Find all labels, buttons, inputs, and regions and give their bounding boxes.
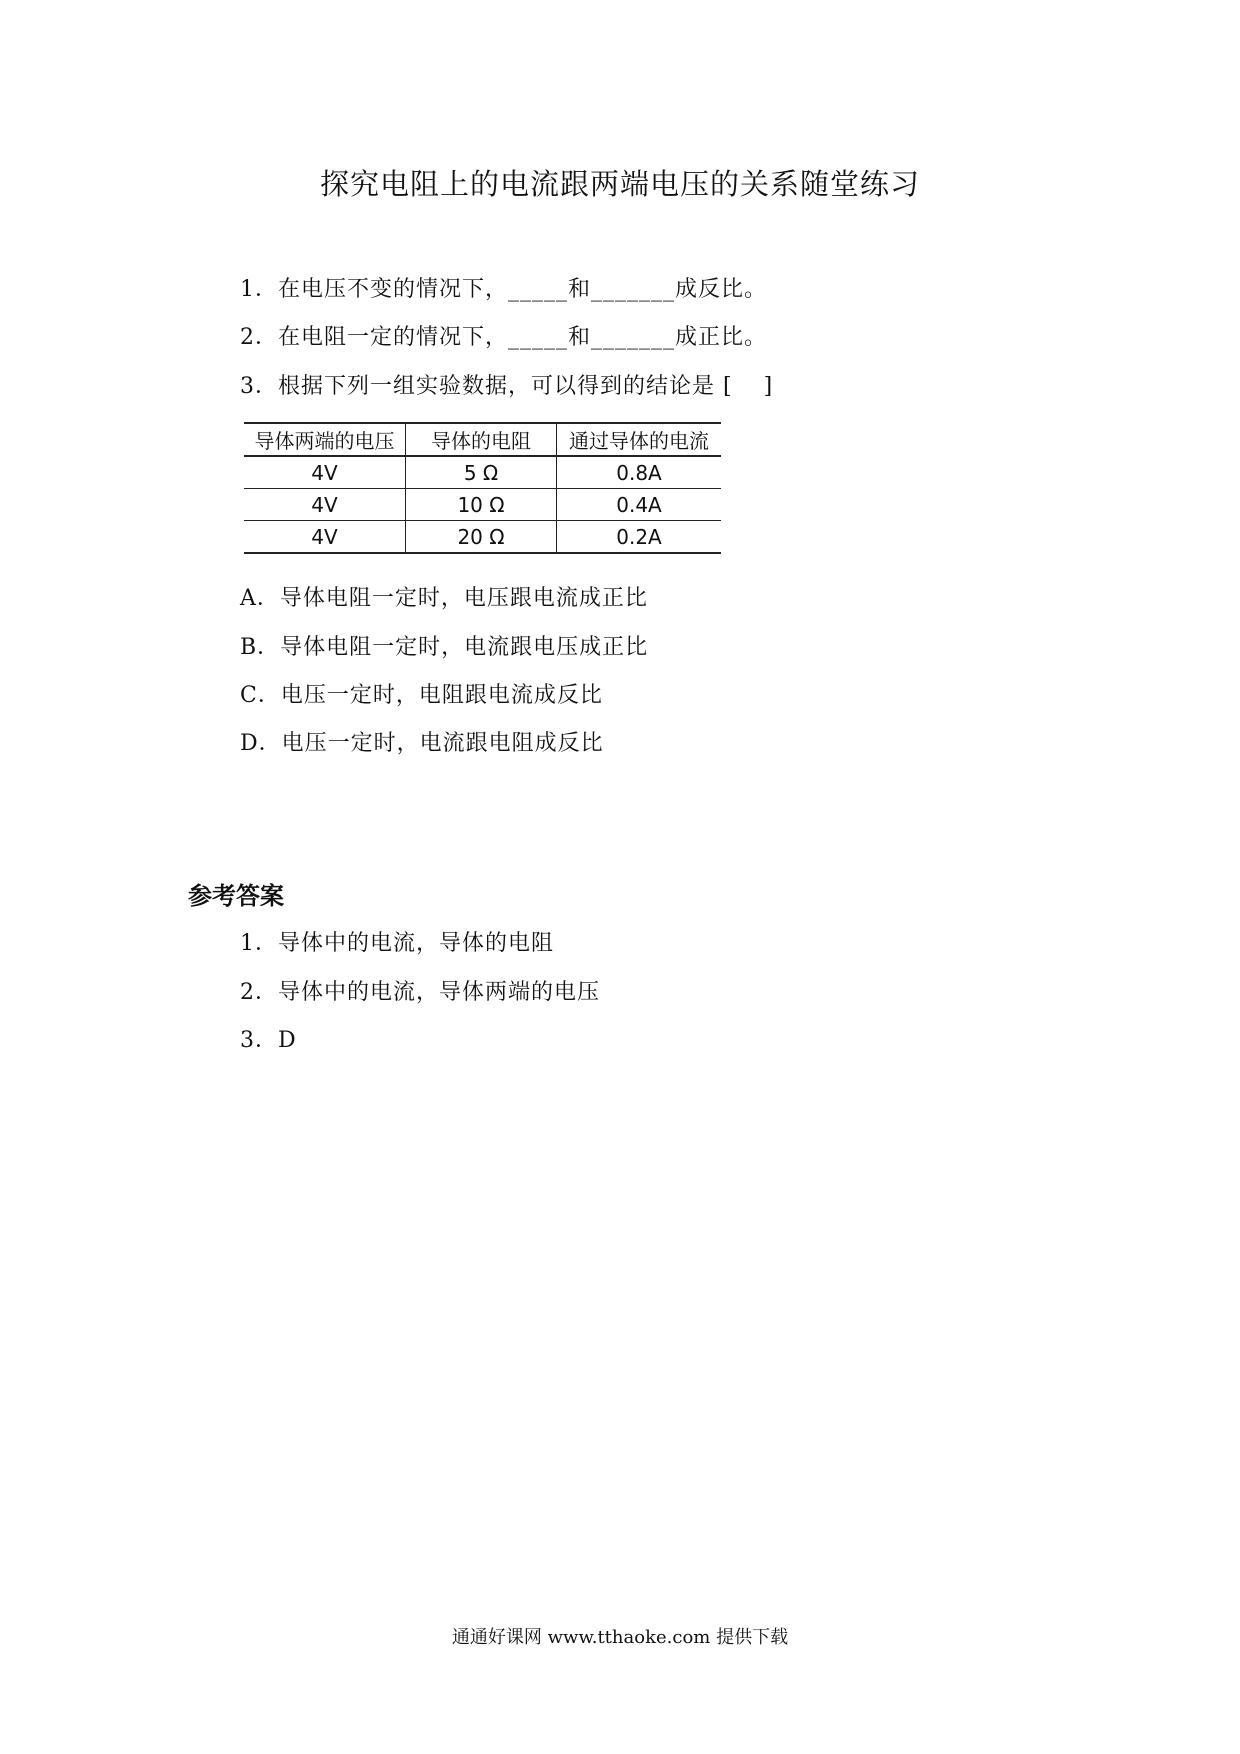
question-text: 在电压不变的情况下，_____和_______成反比。 xyxy=(278,277,768,302)
answer-number: 1． xyxy=(240,931,278,956)
question-1 xyxy=(240,272,767,303)
question-number: 2． xyxy=(240,325,278,350)
answer-text: 导体中的电流，导体的电阻 xyxy=(278,931,555,956)
answer-text: D xyxy=(278,1028,297,1053)
header-current: 通过导体的电流 xyxy=(557,423,722,456)
cell-resistance: 20 Ω xyxy=(406,521,557,554)
question-text: 在电阻一定的情况下，_____和_______成正比。 xyxy=(278,325,768,350)
table-row xyxy=(244,489,721,521)
answer-1 xyxy=(240,926,554,957)
question-2 xyxy=(240,320,767,351)
question-text: 根据下列一组实验数据，可以得到的结论是 [ ] xyxy=(278,374,774,399)
cell-resistance: 5 Ω xyxy=(406,456,557,489)
page-title: 探究电阻上的电流跟两端电压的关系随堂练习 xyxy=(319,167,920,201)
header-resistance: 导体的电阻 xyxy=(406,423,557,456)
option-b: B．导体电阻一定时，电流跟电压成正比 xyxy=(240,635,649,660)
answer-number: 3． xyxy=(240,1028,278,1053)
option-c: C．电压一定时，电阻跟电流成反比 xyxy=(240,683,603,708)
table-row xyxy=(244,521,721,554)
table-row xyxy=(244,456,721,489)
cell-current: 0.4A xyxy=(557,489,722,521)
answer-3 xyxy=(240,1023,297,1054)
answer-number: 2． xyxy=(240,980,278,1005)
page-footer: 通通好课网 www.tthaoke.com 提供下载 xyxy=(451,1627,789,1648)
cell-voltage: 4V xyxy=(244,521,406,554)
data-table xyxy=(244,422,721,554)
answer-2 xyxy=(240,975,600,1006)
cell-voltage: 4V xyxy=(244,456,406,489)
cell-resistance: 10 Ω xyxy=(406,489,557,521)
answer-heading: 参考答案 xyxy=(188,882,284,910)
answer-text: 导体中的电流，导体两端的电压 xyxy=(278,980,601,1005)
question-3 xyxy=(240,369,773,400)
cell-voltage: 4V xyxy=(244,489,406,521)
question-number: 3． xyxy=(240,374,278,399)
header-voltage: 导体两端的电压 xyxy=(244,423,406,456)
cell-current: 0.8A xyxy=(557,456,722,489)
cell-current: 0.2A xyxy=(557,521,722,554)
option-a: A．导体电阻一定时，电压跟电流成正比 xyxy=(240,586,648,611)
question-number: 1． xyxy=(240,277,278,302)
table-header-row xyxy=(244,423,721,456)
option-d: D．电压一定时，电流跟电阻成反比 xyxy=(240,731,604,756)
